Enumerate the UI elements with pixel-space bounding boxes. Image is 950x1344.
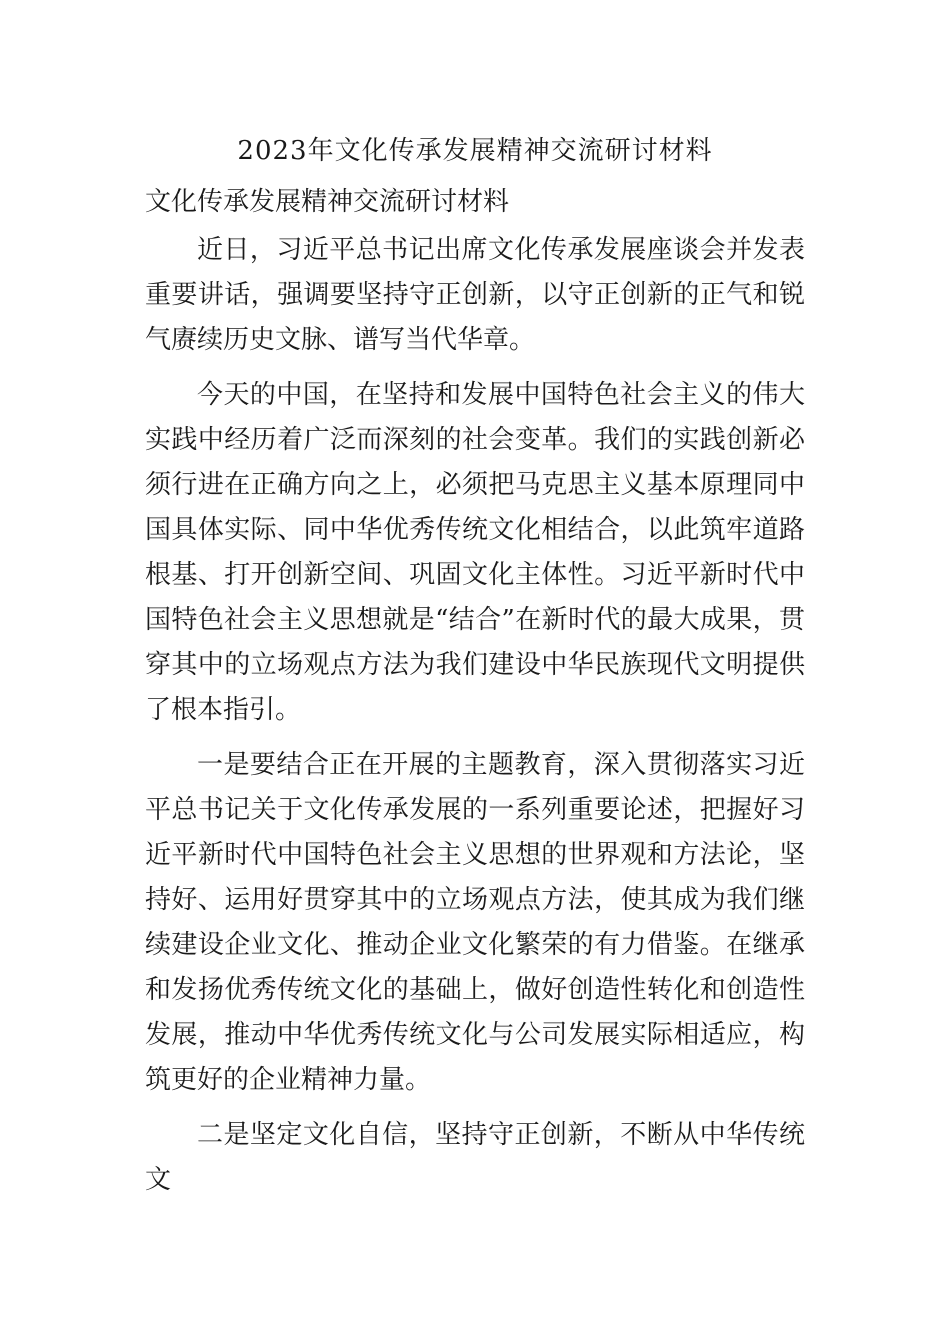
paragraph-1: 近日，习近平总书记出席文化传承发展座谈会并发表重要讲话，强调要坚持守正创新，以守正创新的正气和锐气赓续历史文脉、谱写当代华章。 <box>145 235 805 355</box>
paragraph-3: 一是要结合正在开展的主题教育，深入贯彻落实习近平总书记关于文化传承发展的一系列重要论述，把握好习近平新时代中国特色社会主义思想的世界观和方法论，坚持好、运用好贯穿其中的立场观点方法，使其成为我们继续建设企业文化、推动企业文化繁荣的有力借鉴。在继承和发扬优秀传统文化的基础上，做好创造性转化和创造性发展，推动中华优秀传统文化与公司发展实际相适应，构筑更好的企业精神力量。 <box>145 750 805 1095</box>
paragraph-2: 今天的中国，在坚持和发展中国特色社会主义的伟大实践中经历着广泛而深刻的社会变革。我们的实践创新必须行进在正确方向之上，必须把马克思主义基本原理同中国具体实际、同中华优秀传统文化相结合，以此筑牢道路根基、打开创新空间、巩固文化主体性。习近平新时代中国特色社会主义思想就是“结合”在新时代的最大成果，贯穿其中的立场观点方法为我们建设中华民族现代文明提供了根本指引。 <box>145 380 805 725</box>
paragraph-4: 二是坚定文化自信，坚持守正创新，不断从中华传统文 <box>145 1120 805 1195</box>
document-title: 2023年文化传承发展精神交流研讨材料 <box>237 136 713 166</box>
document-subtitle: 文化传承发展精神交流研讨材料 <box>145 187 510 217</box>
document-body <box>145 228 805 1203</box>
